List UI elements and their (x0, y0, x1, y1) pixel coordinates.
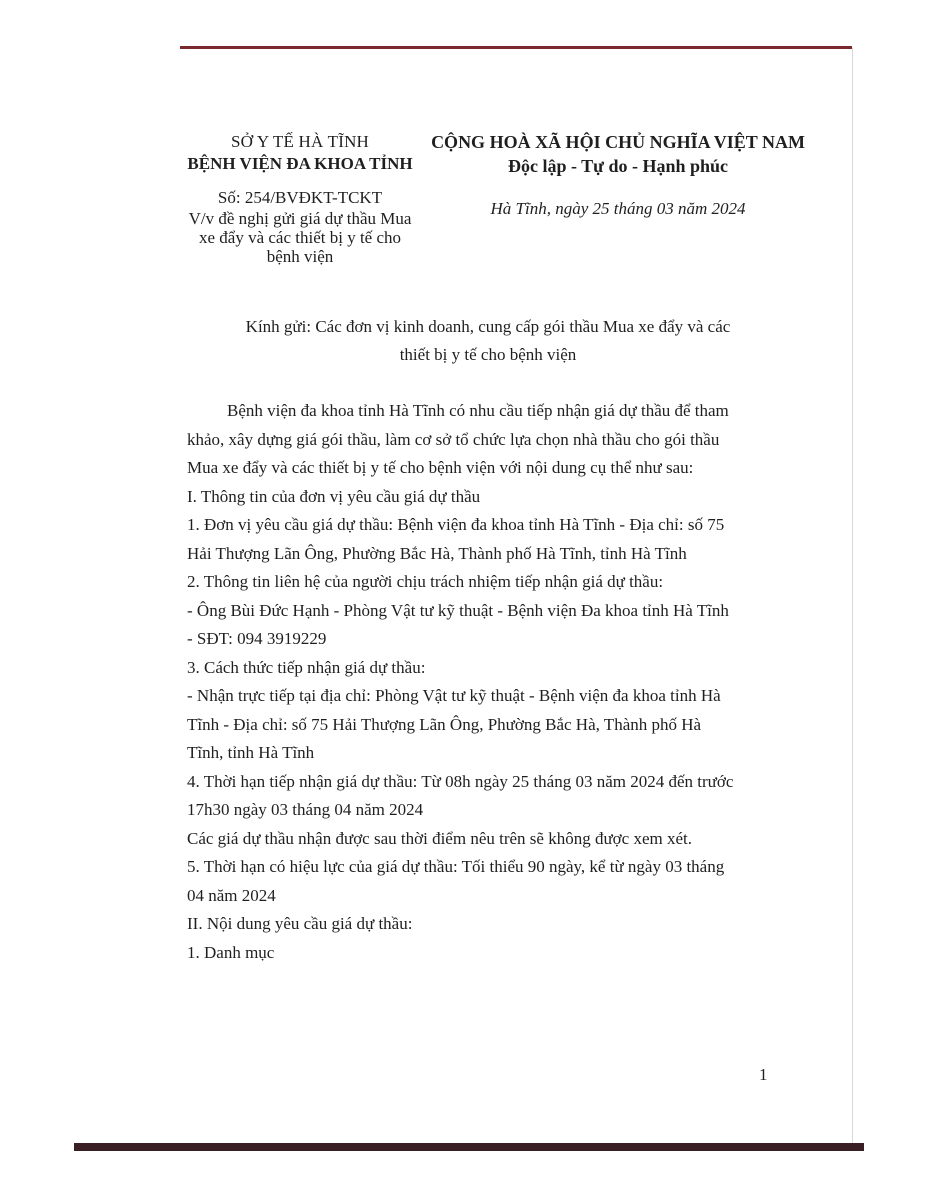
nation-title: CỘNG HOÀ XÃ HỘI CHỦ NGHĨA VIỆT NAM (431, 132, 805, 152)
body-line: 5. Thời hạn có hiệu lực của giá dự thầu: Tối thiểu 90 ngày, kể từ ngày 03 tháng (187, 857, 725, 876)
subject-line: V/v đề nghị gửi giá dự thầu Mua (188, 209, 412, 228)
body-line: 17h30 ngày 03 tháng 04 năm 2024 (187, 800, 424, 819)
section-heading: II. Nội dung yêu cầu giá dự thầu: (187, 914, 413, 933)
body-line: 1. Danh mục (187, 942, 275, 962)
national-header (428, 130, 808, 219)
hospital-name: BỆNH VIỆN ĐA KHOA TỈNH (187, 154, 413, 173)
subject-line: bệnh viện (266, 247, 334, 266)
section-heading: I. Thông tin của đơn vị yêu cầu giá dự thầu (187, 486, 481, 506)
issuer-block (175, 131, 425, 266)
body-line: 04 năm 2024 (187, 885, 276, 905)
recipient-line: thiết bị y tế cho bệnh viện (399, 345, 577, 364)
body-line: Các giá dự thầu nhận được sau thời điểm nêu trên sẽ không được xem xét. (187, 828, 692, 848)
document-date: Hà Tĩnh, ngày 25 tháng 03 năm 2024 (490, 199, 746, 218)
body-line: khảo, xây dựng giá gói thầu, làm cơ sở tổ chức lựa chọn nhà thầu cho gói thầu (187, 429, 720, 449)
document-body (187, 397, 767, 967)
department-name: SỞ Y TẾ HÀ TĨNH (230, 132, 370, 151)
body-line: 4. Thời hạn tiếp nhận giá dự thầu: Từ 08h ngày 25 tháng 03 năm 2024 đến trước (187, 771, 734, 791)
recipient-line: Kính gửi: Các đơn vị kinh doanh, cung cấp gói thầu Mua xe đẩy và các (245, 317, 731, 336)
body-line: Hải Thượng Lãn Ông, Phường Bắc Hà, Thành phố Hà Tĩnh, tỉnh Hà Tĩnh (187, 543, 687, 563)
body-line: Mua xe đẩy và các thiết bị y tế cho bệnh viện với nội dung cụ thể như sau: (187, 458, 694, 477)
body-line: Bệnh viện đa khoa tỉnh Hà Tĩnh có nhu cầu tiếp nhận giá dự thầu để tham (227, 401, 729, 420)
scan-edge-right (852, 48, 853, 1144)
scan-edge-bottom (74, 1143, 864, 1151)
body-line: 1. Đơn vị yêu cầu giá dự thầu: Bệnh viện đa khoa tỉnh Hà Tĩnh - Địa chỉ: số 75 (187, 515, 725, 534)
recipient-block (178, 313, 798, 369)
body-line: 3. Cách thức tiếp nhận giá dự thầu: (187, 657, 426, 677)
national-motto: Độc lập - Tự do - Hạnh phúc (507, 156, 729, 176)
scan-edge-top (180, 46, 852, 49)
body-line: Tĩnh - Địa chỉ: số 75 Hải Thượng Lãn Ông, Phường Bắc Hà, Thành phố Hà (187, 714, 702, 734)
subject-line: xe đẩy và các thiết bị y tế cho (198, 228, 402, 247)
page-number: 1 (759, 1065, 768, 1084)
body-line: - SĐT: 094 3919229 (187, 629, 327, 648)
body-line: Tĩnh, tỉnh Hà Tĩnh (187, 743, 315, 762)
body-line: - Nhận trực tiếp tại địa chỉ: Phòng Vật tư kỹ thuật - Bệnh viện đa khoa tỉnh Hà (187, 686, 721, 705)
document-number: Số: 254/BVĐKT-TCKT (217, 188, 383, 207)
body-line: - Ông Bùi Đức Hạnh - Phòng Vật tư kỹ thuật - Bệnh viện Đa khoa tỉnh Hà Tĩnh (187, 600, 729, 620)
body-line: 2. Thông tin liên hệ của người chịu trách nhiệm tiếp nhận giá dự thầu: (187, 572, 664, 591)
